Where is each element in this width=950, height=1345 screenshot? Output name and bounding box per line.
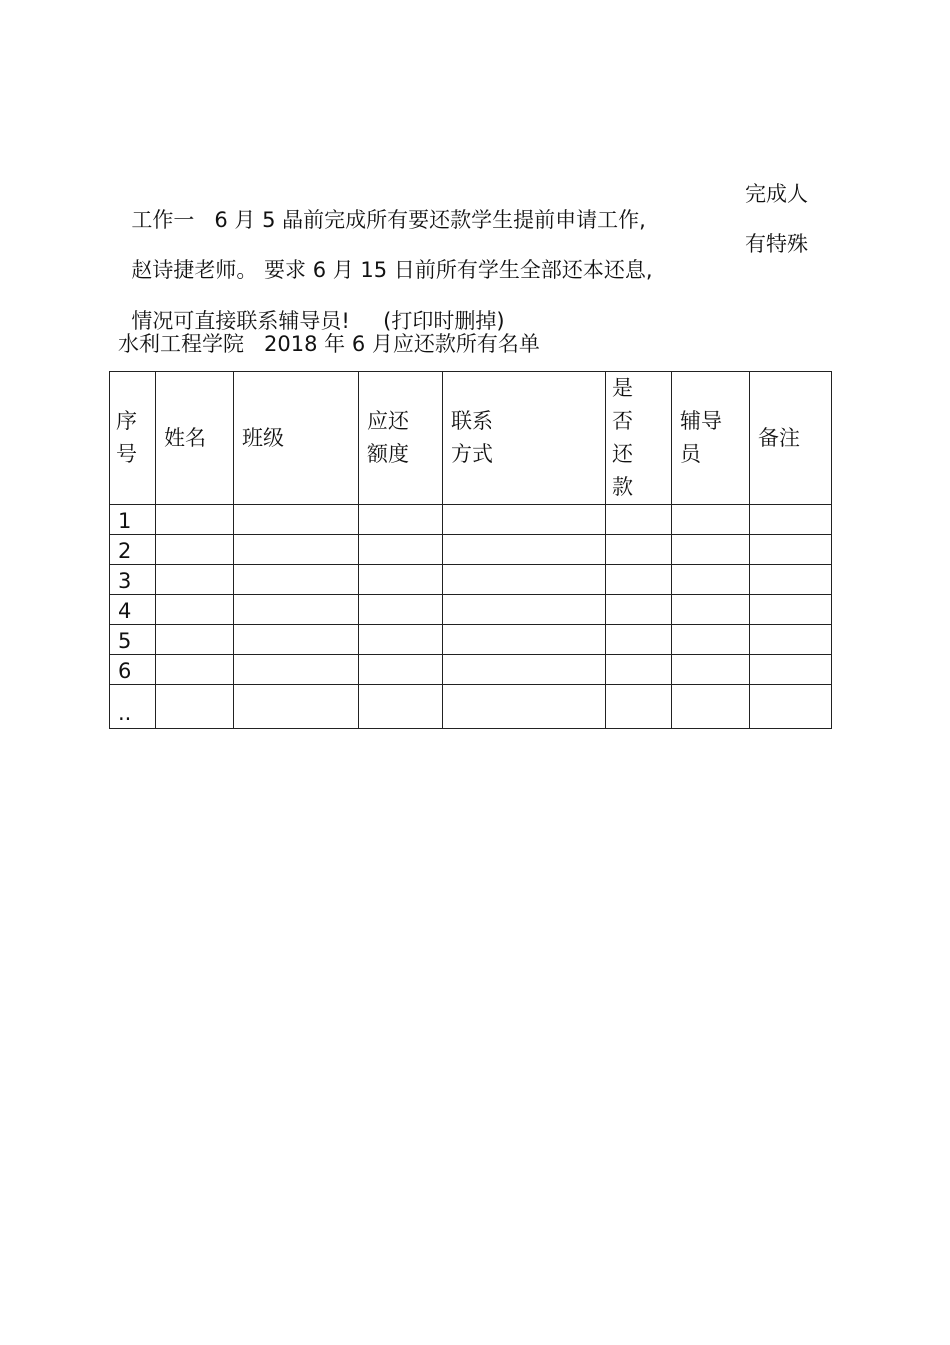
table-cell [672,505,750,535]
table-cell [606,655,672,685]
table-cell [359,655,443,685]
table-row [110,655,832,685]
table-cell [672,655,750,685]
table-cell [156,565,234,595]
header-remarks: 备注 [750,372,832,505]
table-cell [443,565,606,595]
table-cell [750,655,832,685]
table-body [110,505,832,729]
header-repaid: 是 否 还 款 [606,372,672,505]
table-cell [443,685,606,729]
table-row [110,505,832,535]
table-cell [443,595,606,625]
table-cell [443,655,606,685]
header-contact: 联系 方式 [443,372,606,505]
table-cell [156,655,234,685]
table-cell [750,505,832,535]
table-cell [750,685,832,729]
header-class: 班级 [234,372,359,505]
table-cell [156,535,234,565]
table-cell [750,535,832,565]
table-cell [234,505,359,535]
notice-line-1-end: 完成人 [745,182,808,206]
notice-line-3-text: 情况可直接联系辅导员! (打印时删掉) [131,309,505,333]
header-counselor: 辅导 员 [672,372,750,505]
row-index-cell: 6 [110,655,156,685]
table-cell [234,625,359,655]
table-cell [443,505,606,535]
table-cell [672,565,750,595]
table-caption: 水利工程学院 2018 年 6 月应还款所有名单 [118,332,540,356]
table-cell [672,595,750,625]
table-cell [750,625,832,655]
table-header-row [110,372,832,505]
table-cell [750,595,832,625]
table-cell [234,595,359,625]
table-cell [606,685,672,729]
table-cell [443,535,606,565]
row-index-cell: .. [110,685,156,729]
table-cell [156,595,234,625]
notice-line-3 [118,282,808,334]
header-amount: 应还 额度 [359,372,443,505]
table-cell [234,655,359,685]
table-cell [359,595,443,625]
table-cell [606,535,672,565]
table-cell [672,535,750,565]
table-cell [606,625,672,655]
table-row [110,625,832,655]
header-name: 姓名 [156,372,234,505]
table-row [110,595,832,625]
row-index-cell: 2 [110,535,156,565]
notice-line-2-text: 赵诗捷老师。 要求 6 月 15 日前所有学生全部还本还息, [131,258,653,282]
table-cell [606,595,672,625]
table-cell [750,565,832,595]
table-row [110,685,832,729]
notice-line-1-text: 工作一 6 月 5 晶前完成所有要还款学生提前申请工作, [131,208,646,232]
table-cell [359,565,443,595]
table-cell [606,565,672,595]
table-cell [606,505,672,535]
table-cell [359,625,443,655]
table-cell [359,505,443,535]
table-cell [443,625,606,655]
table-row [110,535,832,565]
table-cell [359,685,443,729]
repayment-table [109,371,832,729]
row-index-cell: 3 [110,565,156,595]
table-cell [359,535,443,565]
table-cell [234,565,359,595]
row-index-cell: 1 [110,505,156,535]
table-cell [234,685,359,729]
table-cell [156,505,234,535]
row-index-cell: 4 [110,595,156,625]
table-cell [156,625,234,655]
header-index: 序 号 [110,372,156,505]
notice-line-2-end: 有特殊 [745,232,808,256]
table-row [110,565,832,595]
row-index-cell: 5 [110,625,156,655]
table-cell [672,685,750,729]
table-cell [672,625,750,655]
table-cell [156,685,234,729]
table-cell [234,535,359,565]
